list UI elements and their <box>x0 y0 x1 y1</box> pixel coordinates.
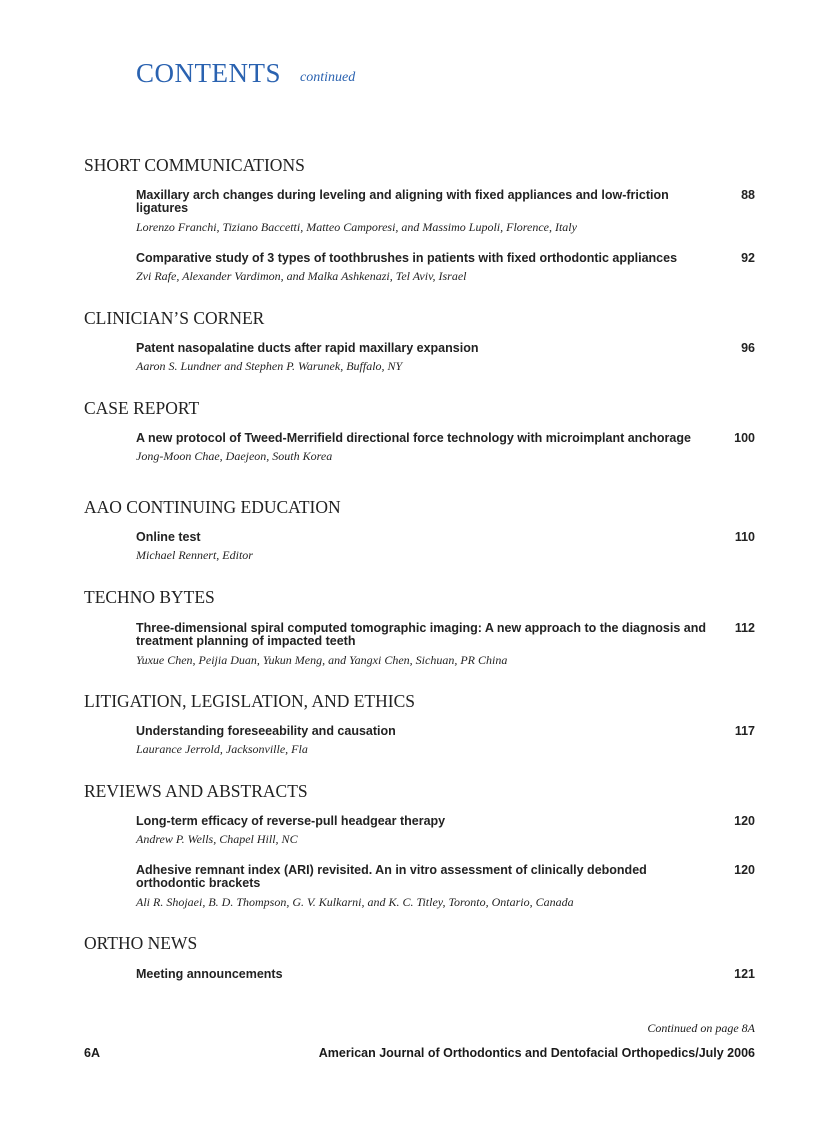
page-folio: 6A <box>84 1046 100 1060</box>
continued-note: Continued on page 8A <box>647 1021 755 1035</box>
entry-page: 88 <box>741 188 755 202</box>
entry-title: Meeting announcements <box>136 967 283 981</box>
entry-page: 100 <box>734 431 755 445</box>
entry-title: Three-dimensional spiral computed tomographic imaging: A new approach to the diagnosis and treatment planning of impacted teeth <box>136 621 706 648</box>
journal-footer: American Journal of Orthodontics and Dentofacial Orthopedics/July 2006 <box>318 1046 755 1060</box>
entry-title: Patent nasopalatine ducts after rapid maxillary expansion <box>136 341 479 355</box>
section-heading: LITIGATION, LEGISLATION, AND ETHICS <box>84 691 415 711</box>
entry-title: Understanding foreseeability and causation <box>136 724 396 738</box>
entry-authors: Andrew P. Wells, Chapel Hill, NC <box>136 832 298 846</box>
entry-authors: Ali R. Shojaei, B. D. Thompson, G. V. Kulkarni, and K. C. Titley, Toronto, Ontario, Canada <box>136 895 574 909</box>
section-heading: CLINICIAN’S CORNER <box>84 308 265 328</box>
section-heading: REVIEWS AND ABSTRACTS <box>84 781 308 801</box>
section-heading: AAO CONTINUING EDUCATION <box>84 497 341 517</box>
entry-authors: Aaron S. Lundner and Stephen P. Warunek, Buffalo, NY <box>136 359 403 373</box>
entry-authors: Lorenzo Franchi, Tiziano Baccetti, Matteo Camporesi, and Massimo Lupoli, Florence, Italy <box>136 220 577 234</box>
entry-authors: Michael Rennert, Editor <box>136 548 253 562</box>
entry-page: 117 <box>734 724 755 738</box>
entry-page: 121 <box>734 967 755 981</box>
entry-title: Adhesive remnant index (ARI) revisited. An in vitro assessment of clinically debonded orthodontic brackets <box>136 863 647 890</box>
entry-title: Comparative study of 3 types of toothbrushes in patients with fixed orthodontic appliances <box>136 251 678 265</box>
entry-authors: Zvi Rafe, Alexander Vardimon, and Malka Ashkenazi, Tel Aviv, Israel <box>136 269 467 283</box>
entry-authors: Yuxue Chen, Peijia Duan, Yukun Meng, and Yangxi Chen, Sichuan, PR China <box>136 653 508 667</box>
section-heading: CASE REPORT <box>84 398 200 418</box>
entry-page: 110 <box>734 530 755 544</box>
section-heading: TECHNO BYTES <box>84 587 215 607</box>
entry-title: Maxillary arch changes during leveling and aligning with fixed appliances and low-friction ligatures <box>136 188 669 215</box>
entry-authors: Laurance Jerrold, Jacksonville, Fla <box>136 742 308 756</box>
entry-page: 120 <box>734 814 755 828</box>
entry-page: 112 <box>734 621 755 635</box>
entry-page: 120 <box>734 863 755 877</box>
entry-page: 96 <box>741 341 755 355</box>
page-subtitle: continued <box>300 70 356 85</box>
entry-authors: Jong-Moon Chae, Daejeon, South Korea <box>136 449 333 463</box>
entry-page: 92 <box>741 251 755 265</box>
entry-title: Online test <box>136 530 201 544</box>
section-heading: ORTHO NEWS <box>84 933 198 953</box>
entry-title: A new protocol of Tweed-Merrifield directional force technology with microimplant anchorage <box>136 431 691 445</box>
section-heading: SHORT COMMUNICATIONS <box>84 155 305 175</box>
entry-title: Long-term efficacy of reverse-pull headgear therapy <box>136 814 446 828</box>
page-title: CONTENTS <box>136 58 281 88</box>
